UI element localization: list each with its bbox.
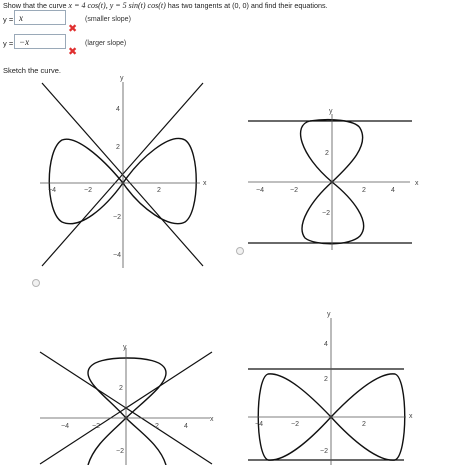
x-axis-label: x [203, 180, 207, 187]
y-tick: 2 [324, 376, 328, 383]
x-tick: −2 [84, 187, 92, 194]
y-axis-label: y [120, 75, 124, 82]
answer-1-label: y = [3, 15, 14, 24]
y-tick: 2 [119, 385, 123, 392]
x-axis-label: x [409, 413, 413, 420]
x-tick: −2 [290, 187, 298, 194]
y-tick: −4 [113, 252, 121, 259]
x-tick: 2 [155, 423, 159, 430]
x-tick: −4 [255, 421, 263, 428]
x-tick: −2 [291, 421, 299, 428]
x-tick: −2 [92, 423, 100, 430]
y-tick: −2 [320, 448, 328, 455]
incorrect-icon: ✖ [68, 23, 78, 35]
answer-2-hint: (larger slope) [85, 40, 127, 47]
x-tick: 2 [362, 187, 366, 194]
x-tick: 4 [184, 423, 188, 430]
y-tick: 2 [325, 150, 329, 157]
answer-2-input[interactable]: −x [14, 34, 66, 49]
parametric-equations: x = 4 cos(t), y = 5 sin(t) cos(t) [68, 1, 166, 10]
x-tick: −4 [256, 187, 264, 194]
y-tick: 2 [116, 144, 120, 151]
y-tick: 4 [324, 341, 328, 348]
incorrect-icon: ✖ [68, 46, 78, 58]
answer-2-label: y = [3, 39, 14, 48]
x-tick: 4 [391, 187, 395, 194]
x-axis-label: x [210, 416, 214, 423]
x-tick: −4 [48, 187, 56, 194]
x-tick: 2 [362, 421, 366, 428]
answer-1-hint: (smaller slope) [85, 16, 131, 23]
y-tick: −2 [113, 214, 121, 221]
y-tick: −2 [322, 210, 330, 217]
answer-1-input[interactable]: x [14, 10, 66, 25]
y-axis-label: y [329, 108, 333, 115]
x-tick: −4 [61, 423, 69, 430]
y-tick: −2 [116, 448, 124, 455]
y-axis-label: y [327, 311, 331, 318]
x-axis-label: x [415, 180, 419, 187]
y-tick: 4 [116, 106, 120, 113]
x-tick: 2 [157, 187, 161, 194]
sketch-prompt: Sketch the curve. [3, 66, 61, 75]
question-tail: has two tangents at (0, 0) and find their equations. [165, 1, 328, 10]
question-intro: Show that the curve [3, 1, 69, 10]
y-axis-label: y [123, 344, 127, 351]
